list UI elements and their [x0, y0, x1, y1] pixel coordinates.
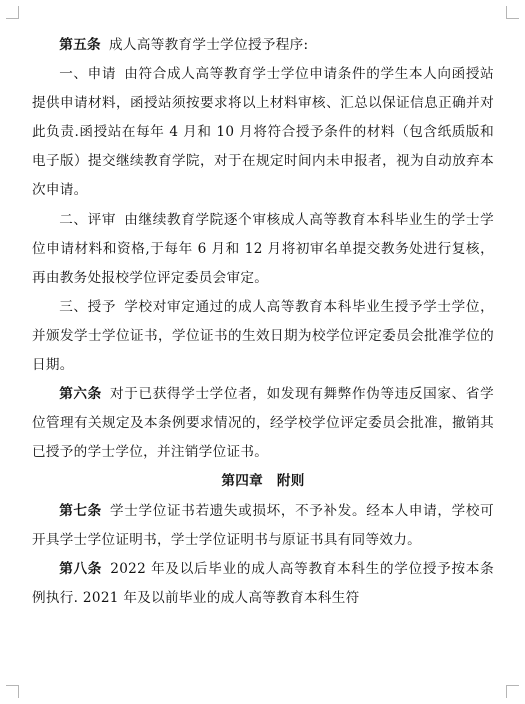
step-text: 由符合成人高等教育学士学位申请条件的学生本人向函授站提供申请材料，函授站须按要求将以上材料审核、汇总以保证信息正确并对此负责.函授站在每年 4 月和 10 月将符合授予条件的材料（包含纸质版和电子版）提交继续教育学院，对于在规定时间内未申报者，视为自动放弃本次申请。	[32, 66, 494, 199]
article-6	[32, 380, 494, 467]
step-label: 三、授予	[59, 298, 117, 315]
article-label: 第七条	[59, 502, 102, 519]
article-7	[32, 497, 494, 555]
article-text: 学士学位证书若遗失或损坏，不予补发。经本人申请，学校可开具学士学位证明书，学士学位证明书与原证书具有同等效力。	[32, 502, 494, 548]
page-corner-mark	[506, 6, 519, 19]
article-label: 第五条	[59, 37, 101, 53]
document-body	[32, 31, 494, 613]
article-text: 对于已获得学士学位者，如发现有舞弊作伪等违反国家、省学位管理有关规定及本条例要求情况的，经学校学位评定委员会批准，撤销其已授予的学士学位，并注销学位证书。	[32, 386, 494, 461]
step-text: 由继续教育学院逐个审核成人高等教育本科毕业生的学士学位申请材料和资格,于每年 6 月和 12 月将初审名单提交教务处进行复核，再由教务处报校学位评定委员会审定。	[32, 211, 494, 286]
page-corner-mark	[6, 685, 19, 698]
article-text: 2022 年及以后毕业的成人高等教育本科生的学位授予按本条例执行. 2021 年及以前毕业的成人高等教育本科生符	[32, 560, 494, 606]
article-label: 第八条	[59, 560, 103, 577]
page-corner-mark	[6, 6, 19, 19]
article-5	[32, 31, 494, 60]
step-grant	[32, 293, 494, 380]
step-apply	[32, 60, 494, 205]
article-label: 第六条	[59, 386, 102, 403]
step-label: 一、申请	[59, 66, 117, 83]
article-8	[32, 555, 494, 613]
step-label: 二、评审	[59, 211, 117, 228]
step-text: 学校对审定通过的成人高等教育本科毕业生授予学士学位，并颁发学士学位证书，学位证书的生效日期为校学位评定委员会批准学位的日期。	[32, 298, 494, 374]
step-review	[32, 206, 494, 293]
page-corner-mark	[506, 685, 519, 698]
chapter-heading: 第四章 附则	[221, 473, 305, 490]
article-title: 成人高等教育学士学位授予程序:	[109, 37, 309, 53]
